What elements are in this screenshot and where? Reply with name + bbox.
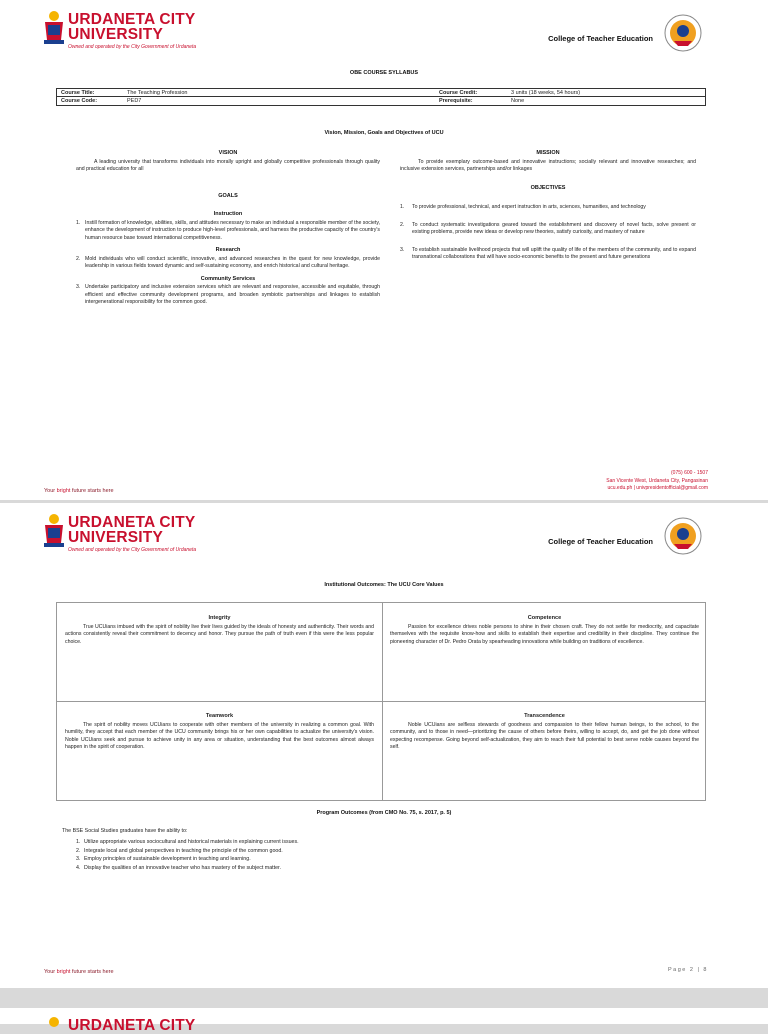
program-outcomes-list bbox=[76, 838, 299, 872]
tagline-part-a: Your bbox=[44, 488, 57, 494]
mission-text: To provide exemplary outcome-based and innovative instructions; socially relevant and innovative researches; and inclusive extension services, partnerships and/or linkages bbox=[400, 158, 696, 172]
program-outcome-item bbox=[76, 847, 299, 856]
po-3-text: Employ principles of sustainable development in teaching and learning. bbox=[84, 856, 251, 863]
objective-1-number: 1. bbox=[400, 204, 405, 210]
contact-phone: (075) 600 - 1507 bbox=[671, 470, 708, 476]
value-teamwork bbox=[57, 701, 382, 801]
objective-2-text: To conduct systematic investigations geared toward the establishment and discovery of novel facts, solve present or existing problems, provide new ideas or develop new theories, satisfy curiosity, and mastery of nature bbox=[412, 221, 696, 235]
objective-1 bbox=[400, 204, 696, 212]
prerequisite-label: Prerequisite: bbox=[439, 98, 473, 104]
mission-heading: MISSION bbox=[536, 150, 560, 156]
goal-1-text: Instill formation of knowledge, abilities, skills, and attitudes necessary to make an individual a responsible member of the society, enhance the development of instruction to produce high-level professionals, and harness the productive capacity of the country's human resource base toward international competitiveness. bbox=[85, 219, 380, 241]
goal-1-number: 1. bbox=[76, 219, 81, 226]
program-outcomes-title: Program Outcomes (from CMO No. 75, s. 2017, p. 5) bbox=[316, 810, 452, 816]
vision-heading: VISION bbox=[218, 150, 238, 156]
objective-3 bbox=[400, 247, 696, 262]
objective-3-text: To establish sustainable livelihood projects that will uplift the quality of life of the members of the community, and to expand transnational collaborations that will have socio-economic benefits to the present and future generations bbox=[412, 246, 696, 260]
objective-3-number: 3. bbox=[400, 246, 405, 253]
goal-1 bbox=[76, 220, 380, 243]
value-integrity bbox=[57, 603, 382, 703]
goal-3-text: Undertake participatory and inclusive extension services which are relevant and responsive, accessible and equitable, through efficient and effective community development programs, and broaden symbiotic partnerships and linkages to establish intergenerational responsibility for the common good. bbox=[85, 284, 380, 305]
goal-2-heading: Research bbox=[215, 247, 241, 253]
tagline-part-c: future starts here bbox=[70, 488, 114, 494]
po-2-text: Integrate local and global perspectives in teaching the principle of the common good. bbox=[84, 847, 283, 854]
institutional-outcomes-title: Institutional Outcomes: The UCU Core Values bbox=[324, 582, 444, 588]
college-seal-icon bbox=[664, 517, 702, 555]
goal-3-number: 3. bbox=[76, 284, 81, 290]
goal-3-heading: Community Services bbox=[200, 275, 256, 282]
goals-heading: GOALS bbox=[218, 192, 238, 199]
university-logo-icon bbox=[42, 1016, 66, 1026]
value-teamwork-text: The spirit of nobility moves UCUians to cooperate with other members of the university in realizing a common goal. With humility, they accept that each member of the UCU community brings his or her own capabilities to actualize the university's vision. Noble UCUians seek and pursue to achieve unity in any area or situation, understanding that the best outcomes almost always happen in the spirit of cooperation. bbox=[65, 721, 374, 751]
objective-1-text: To provide professional, technical, and expert instruction in arts, sciences, humanities, and technology bbox=[412, 204, 646, 210]
page-3-partial bbox=[0, 1008, 768, 1034]
value-integrity-title: Integrity bbox=[208, 615, 231, 621]
goal-2-text: Mold individuals who will conduct scientific, innovative, and advanced researches in the quest for new knowledge, provide leadership in various fields toward dynamic and self-sustaining economy, and enrich historical and cultural heritage. bbox=[85, 255, 380, 269]
tagline-bright: bright bbox=[56, 969, 71, 975]
course-code-label: Course Code: bbox=[61, 98, 98, 104]
goal-1-heading: Instruction bbox=[213, 211, 243, 217]
program-outcome-item bbox=[76, 838, 299, 847]
college-seal-icon bbox=[664, 14, 702, 52]
objective-2 bbox=[400, 222, 696, 237]
brand-block-partial bbox=[68, 1018, 195, 1033]
page-number: Page 2 | 8 bbox=[668, 967, 708, 973]
college-name: College of Teacher Education bbox=[548, 537, 653, 546]
college-name: College of Teacher Education bbox=[548, 34, 653, 43]
course-title-label: Course Title: bbox=[61, 90, 95, 96]
objective-2-number: 2. bbox=[400, 221, 405, 228]
brand-line2: UNIVERSITY bbox=[68, 26, 164, 43]
tagline-part-c: future starts here bbox=[70, 969, 114, 975]
value-transcendence-title: Transcendence bbox=[524, 713, 565, 719]
goal-2-number: 2. bbox=[76, 255, 81, 262]
po-2-number: 2. bbox=[76, 847, 81, 854]
syllabus-title: OBE COURSE SYLLABUS bbox=[349, 70, 419, 76]
po-4-number: 4. bbox=[76, 864, 81, 871]
po-4-text: Display the qualities of an innovative teacher who has mastery of the subject matter. bbox=[84, 864, 281, 871]
value-competence-title: Competence bbox=[527, 615, 562, 621]
value-competence bbox=[382, 603, 707, 703]
brand-line1: URDANETA CITY bbox=[68, 514, 196, 531]
course-info-table bbox=[56, 88, 706, 106]
brand-line1: URDANETA CITY bbox=[68, 11, 196, 28]
university-logo-icon bbox=[42, 513, 66, 549]
value-transcendence bbox=[382, 701, 707, 801]
po-1-number: 1. bbox=[76, 839, 81, 845]
value-integrity-text: True UCUians imbued with the spirit of nobility live their lives guided by the ideals of honesty and authenticity. Their words and actions consistently reveal their commitment to decency and honor. They pursue the path of truth even if this were the less popular choice. bbox=[65, 623, 374, 645]
brand-block bbox=[68, 515, 196, 553]
brand-block bbox=[68, 12, 196, 50]
contact-web-email: ucu.edu.ph | univpresidentofficial@gmail.com bbox=[607, 485, 708, 491]
value-competence-text: Passion for excellence drives noble persons to shine in their chosen craft. They do not settle for mediocrity, and capacitate themselves with the requisite know-how and skills to establish their expertise and credibility in their discipline. They continue the pioneering character of Dr. Pedro Orata by spearheading innovations while building on traditions of excellence. bbox=[390, 623, 699, 645]
value-transcendence-text: Noble UCUians are selfless stewards of goodness and compassion to their fellow human beings, to the school, to the community, and to those in need—prioritizing the cause of others before theirs, willing to accept, do, and get the job done without expecting recompense. Going beyond self-actualization, they aim to reach their full potential to best serve noble causes beyond the self. bbox=[390, 721, 699, 751]
page-1 bbox=[0, 0, 768, 500]
contact-address: San Vicente West, Urdaneta City, Pangasinan bbox=[606, 477, 708, 484]
po-1-text: Utilize appropriate various sociocultural and historical materials in explaining current issues. bbox=[84, 839, 299, 845]
mission-objectives-column bbox=[400, 150, 696, 267]
tagline-part-a: Your bbox=[44, 969, 57, 975]
course-title-value: The Teaching Profession bbox=[127, 90, 188, 96]
course-credit-label: Course Credit: bbox=[439, 90, 478, 96]
university-logo-icon bbox=[42, 10, 66, 46]
value-teamwork-title: Teamwork bbox=[205, 713, 234, 719]
brand-line2: UNIVERSITY bbox=[68, 529, 164, 546]
footer-tagline bbox=[44, 488, 114, 494]
course-credit-value: 3 units (18 weeks, 54 hours) bbox=[511, 90, 581, 96]
vision-text: A leading university that transforms individuals into morally upright and globally competitive professionals through quality and practical education for all bbox=[76, 158, 380, 172]
po-3-number: 3. bbox=[76, 856, 81, 863]
course-code-value: PED7 bbox=[127, 98, 142, 104]
prerequisite-value: None bbox=[511, 98, 525, 104]
goal-2 bbox=[76, 256, 380, 271]
program-outcome-item bbox=[76, 855, 299, 864]
vision-goals-column bbox=[76, 150, 380, 312]
brand-owned: Owned and operated by the City Government of Urdaneta bbox=[68, 44, 197, 50]
brand-owned: Owned and operated by the City Government of Urdaneta bbox=[68, 547, 197, 553]
footer-tagline bbox=[44, 969, 114, 975]
brand-line1: URDANETA CITY bbox=[68, 1017, 196, 1034]
program-outcomes-intro: The BSE Social Studies graduates have the ability to: bbox=[62, 828, 188, 834]
objectives-heading: OBJECTIVES bbox=[530, 184, 566, 191]
goal-3 bbox=[76, 284, 380, 307]
program-outcome-item bbox=[76, 864, 299, 873]
tagline-bright: bright bbox=[56, 488, 71, 494]
vmgo-title: Vision, Mission, Goals and Objectives of UCU bbox=[324, 130, 444, 136]
contact-block bbox=[606, 470, 708, 493]
core-values-grid bbox=[56, 602, 706, 801]
